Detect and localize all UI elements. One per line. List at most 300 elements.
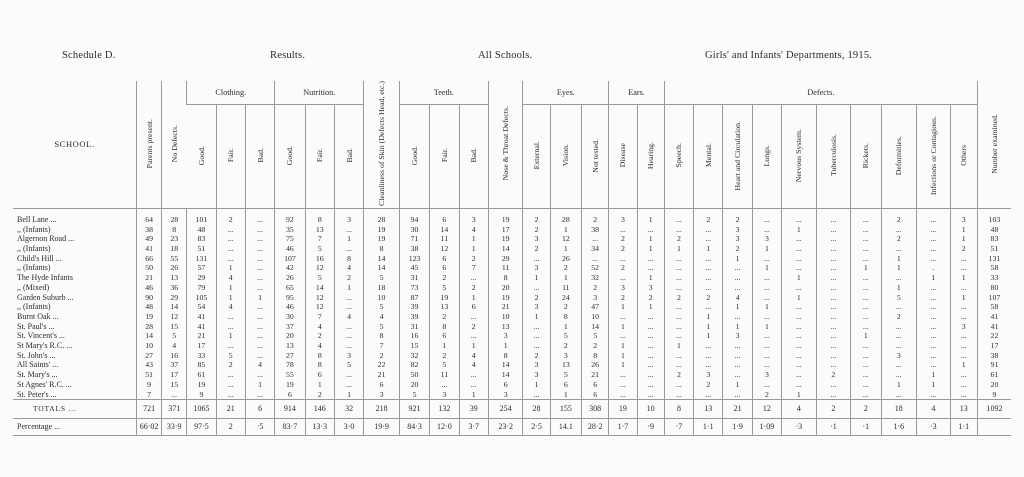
table-cell: 1 xyxy=(245,380,274,390)
table-cell: 1 xyxy=(723,302,752,312)
table-cell: 8 xyxy=(162,225,187,235)
table-cell: 38 xyxy=(582,225,609,235)
table-cell: 2 xyxy=(609,263,637,273)
table-cell: ... xyxy=(637,390,664,400)
table-cell: ... xyxy=(523,254,550,264)
table-cell: 97·5 xyxy=(187,419,216,436)
table-cell: 32 xyxy=(399,351,429,361)
row-label: St. Mary's ... xyxy=(17,370,58,380)
col-infections: Infections or Contagious. xyxy=(917,104,951,208)
table-row xyxy=(13,254,1011,264)
table-cell: 11 xyxy=(488,263,523,273)
table-cell: 2 xyxy=(550,302,581,312)
table-cell: 3 xyxy=(752,370,781,380)
table-cell: ... xyxy=(917,293,951,303)
table-cell: ... xyxy=(950,263,977,273)
table-cell: 1 xyxy=(694,312,723,322)
table-cell: 31 xyxy=(399,273,429,283)
table-cell: 83 xyxy=(977,234,1011,244)
table-cell: ... xyxy=(816,244,851,254)
table-cell: ... xyxy=(816,263,851,273)
table-cell: ... xyxy=(752,215,781,225)
table-cell: 1 xyxy=(430,341,459,351)
table-cell: ... xyxy=(917,351,951,361)
table-cell: ... xyxy=(216,234,245,244)
table-cell: 146 xyxy=(305,400,334,419)
table-cell: 1 xyxy=(550,225,581,235)
table-cell: 3 xyxy=(334,351,363,361)
table-cell: ... xyxy=(782,322,817,332)
table-cell: ... xyxy=(752,360,781,370)
table-cell: 50 xyxy=(399,370,429,380)
table-cell: ... xyxy=(523,331,550,341)
table-cell: ... xyxy=(609,390,637,400)
table-cell: ... xyxy=(917,312,951,322)
table-cell: 1 xyxy=(752,302,781,312)
table-cell: ... xyxy=(334,331,363,341)
table-cell: 4 xyxy=(245,360,274,370)
group-clothing: Clothing. xyxy=(187,81,275,104)
table-cell: 2 xyxy=(305,390,334,400)
group-defects: Defects. xyxy=(664,81,977,104)
table-cell: 94 xyxy=(399,215,429,225)
table-cell: 2 xyxy=(609,293,637,303)
table-cell: 1 xyxy=(950,234,977,244)
table-cell: ... xyxy=(782,312,817,322)
table-cell: 17 xyxy=(977,341,1011,351)
table-cell: 2 xyxy=(816,400,851,419)
table-cell: 1 xyxy=(609,360,637,370)
table-cell: 83·7 xyxy=(275,419,305,436)
table-cell: ... xyxy=(917,331,951,341)
table-cell: 14 xyxy=(582,322,609,332)
table-cell: ... xyxy=(609,273,637,283)
table-cell: 5 xyxy=(364,322,400,332)
table-cell: ... xyxy=(459,331,488,341)
table-cell: 48 xyxy=(137,302,162,312)
table-cell: 1 xyxy=(550,244,581,254)
table-cell: ... xyxy=(851,360,881,370)
table-cell: 1 xyxy=(694,244,723,254)
table-cell: ... xyxy=(245,263,274,273)
table-cell: ... xyxy=(851,293,881,303)
table-cell: 218 xyxy=(364,400,400,419)
table-cell: ... xyxy=(782,244,817,254)
table-cell: 2 xyxy=(664,234,693,244)
table-cell: 2 xyxy=(523,244,550,254)
table-cell: 75 xyxy=(275,234,305,244)
table-cell: ... xyxy=(782,360,817,370)
table-cell: 41 xyxy=(137,244,162,254)
row-label: Percentage ... xyxy=(13,419,137,436)
row-label: St. Paul's ... xyxy=(17,321,55,331)
table-cell: 1 xyxy=(609,351,637,361)
table-cell: 54 xyxy=(187,302,216,312)
table-cell: ... xyxy=(664,322,693,332)
table-cell: 5 xyxy=(550,331,581,341)
table-cell: ... xyxy=(216,380,245,390)
table-cell: ... xyxy=(816,254,851,264)
table-cell: ... xyxy=(881,302,917,312)
table-cell: 10 xyxy=(488,312,523,322)
table-cell: 1 xyxy=(752,322,781,332)
table-cell: 2 xyxy=(459,283,488,293)
table-cell: 1 xyxy=(752,244,781,254)
table-cell: 1 xyxy=(245,293,274,303)
table-cell: 6 xyxy=(430,331,459,341)
table-cell: 13 xyxy=(275,341,305,351)
col-number-examined: Number examined. xyxy=(977,81,1011,208)
table-cell: 2 xyxy=(582,215,609,225)
table-cell: 4 xyxy=(305,341,334,351)
table-cell: 29 xyxy=(162,293,187,303)
table-cell: ... xyxy=(637,331,664,341)
table-cell: ... xyxy=(881,331,917,341)
table-cell: 51 xyxy=(137,370,162,380)
table-cell: 13 xyxy=(305,225,334,235)
table-cell: ... xyxy=(851,225,881,235)
group-teeth: Teeth. xyxy=(399,81,488,104)
table-cell: 1·7 xyxy=(609,419,637,436)
table-cell: 2 xyxy=(881,215,917,225)
table-cell: ... xyxy=(637,312,664,322)
table-cell: 51 xyxy=(977,244,1011,254)
table-cell: 13 xyxy=(694,400,723,419)
table-cell: 1 xyxy=(917,380,951,390)
row-label: The Hyde Infants xyxy=(17,273,73,283)
table-cell: ... xyxy=(637,263,664,273)
table-cell: ... xyxy=(664,254,693,264)
table-cell: ... xyxy=(245,273,274,283)
col-ears-hearing: Hearing. xyxy=(637,104,664,208)
table-cell: 27 xyxy=(137,351,162,361)
table-cell: ... xyxy=(694,254,723,264)
table-cell: ... xyxy=(816,215,851,225)
table-cell: 29 xyxy=(488,254,523,264)
table-cell: 6 xyxy=(430,263,459,273)
table-cell: 82 xyxy=(399,360,429,370)
table-cell: ... xyxy=(245,215,274,225)
table-cell: 19·9 xyxy=(364,419,400,436)
table-cell: 2 xyxy=(694,215,723,225)
table-cell: 22 xyxy=(364,360,400,370)
table-cell: 3 xyxy=(488,390,523,400)
table-cell: 1 xyxy=(723,322,752,332)
table-cell: ... xyxy=(782,370,817,380)
table-cell: 12 xyxy=(162,312,187,322)
table-cell: ... xyxy=(851,322,881,332)
table-cell: 2 xyxy=(430,351,459,361)
table-cell: 7 xyxy=(364,341,400,351)
table-cell: 41 xyxy=(977,312,1011,322)
col-eyes-not-tested: Not tested. xyxy=(582,104,609,208)
table-cell: ... xyxy=(881,225,917,235)
table-cell: 1 xyxy=(664,341,693,351)
table-cell: 103 xyxy=(977,215,1011,225)
table-cell: ... xyxy=(664,380,693,390)
table-cell: 5 xyxy=(550,370,581,380)
table-cell: ... xyxy=(637,254,664,264)
table-cell: 3 xyxy=(523,302,550,312)
table-cell: 84·3 xyxy=(399,419,429,436)
table-cell: 371 xyxy=(162,400,187,419)
table-cell: 79 xyxy=(187,283,216,293)
table-cell: ... xyxy=(459,380,488,390)
table-cell: ... xyxy=(881,390,917,400)
col-ears-disease: Disease xyxy=(609,104,637,208)
row-label: St. Peter's ... xyxy=(17,389,57,399)
table-cell: 1 xyxy=(694,331,723,341)
table-cell: 21 xyxy=(216,400,245,419)
table-cell: ... xyxy=(782,331,817,341)
table-cell: 2 xyxy=(334,273,363,283)
table-cell: 27 xyxy=(275,351,305,361)
departments-label: Girls' and Infants' Departments, 1915. xyxy=(705,50,873,61)
table-cell: 8 xyxy=(664,400,693,419)
table-cell: ... xyxy=(782,234,817,244)
table-cell: ... xyxy=(723,390,752,400)
table-cell: 38 xyxy=(137,225,162,235)
table-cell: 15 xyxy=(399,341,429,351)
row-label: ,, (Infants) xyxy=(17,263,51,273)
table-cell: ... xyxy=(245,283,274,293)
table-cell: 3·0 xyxy=(334,419,363,436)
table-cell: ... xyxy=(782,283,817,293)
table-cell: 4 xyxy=(305,322,334,332)
table-cell: 8 xyxy=(488,351,523,361)
table-cell: 15 xyxy=(162,322,187,332)
table-cell: ... xyxy=(664,351,693,361)
table-cell: 51 xyxy=(187,244,216,254)
table-cell: 2 xyxy=(582,283,609,293)
results-label: Results. xyxy=(270,50,306,61)
table-cell: ... xyxy=(723,351,752,361)
table-cell: 17 xyxy=(488,225,523,235)
table-cell: 3 xyxy=(609,283,637,293)
table-cell: 2 xyxy=(523,351,550,361)
table-cell: ... xyxy=(637,360,664,370)
table-cell: ... xyxy=(723,360,752,370)
table-cell: 15 xyxy=(162,380,187,390)
table-cell: 4 xyxy=(216,273,245,283)
table-row xyxy=(13,370,1011,380)
table-row xyxy=(13,390,1011,400)
table-cell: 3 xyxy=(609,215,637,225)
table-cell: 2 xyxy=(582,341,609,351)
table-cell: ... xyxy=(216,390,245,400)
table-cell: ... xyxy=(664,302,693,312)
table-cell: ... xyxy=(664,263,693,273)
table-cell: ... xyxy=(816,351,851,361)
table-cell: ... xyxy=(245,302,274,312)
table-cell: 4 xyxy=(334,312,363,322)
table-cell: 32 xyxy=(334,400,363,419)
table-cell: 1 xyxy=(851,331,881,341)
table-cell: 23·2 xyxy=(488,419,523,436)
table-cell: 5 xyxy=(334,360,363,370)
table-cell: 9 xyxy=(977,390,1011,400)
table-cell: ... xyxy=(917,302,951,312)
table-cell: 28 xyxy=(137,322,162,332)
table-cell: ... xyxy=(816,302,851,312)
table-cell: ... xyxy=(881,341,917,351)
table-cell: ... xyxy=(245,225,274,235)
table-cell: ... xyxy=(851,254,881,264)
table-cell: 24 xyxy=(550,293,581,303)
col-tuberculosis: Tuberculosis. xyxy=(816,104,851,208)
table-cell: ... xyxy=(459,312,488,322)
table-cell: 8 xyxy=(364,244,400,254)
table-cell: ... xyxy=(609,312,637,322)
table-cell: 13 xyxy=(430,302,459,312)
table-cell: ... xyxy=(245,331,274,341)
table-cell: 6 xyxy=(245,400,274,419)
table-cell: 14 xyxy=(430,225,459,235)
table-cell: ... xyxy=(664,273,693,283)
table-cell: 33·9 xyxy=(162,419,187,436)
col-clothing-good: Good. xyxy=(187,104,216,208)
table-cell: ... xyxy=(851,341,881,351)
col-rickets: Rickets. xyxy=(851,104,881,208)
table-row xyxy=(13,351,1011,361)
table-cell: 3 xyxy=(523,263,550,273)
table-cell: ·9 xyxy=(637,419,664,436)
table-cell: 2 xyxy=(459,254,488,264)
table-cell: ... xyxy=(816,380,851,390)
table-cell: 87 xyxy=(399,293,429,303)
table-cell: ... xyxy=(723,273,752,283)
table-cell: 19 xyxy=(364,234,400,244)
table-cell: ... xyxy=(334,380,363,390)
table-cell: ... xyxy=(216,341,245,351)
table-cell: ... xyxy=(245,341,274,351)
table-cell: 4 xyxy=(723,293,752,303)
table-cell: 7 xyxy=(137,390,162,400)
table-cell: ... xyxy=(851,244,881,254)
table-cell: ... xyxy=(664,312,693,322)
table-cell: 21 xyxy=(723,400,752,419)
table-cell: 1 xyxy=(459,293,488,303)
table-cell: 1 xyxy=(782,273,817,283)
table-cell: 1 xyxy=(637,215,664,225)
table-cell: 6 xyxy=(488,380,523,390)
table-cell: 1 xyxy=(664,244,693,254)
table-cell: 64 xyxy=(137,215,162,225)
table-row xyxy=(13,322,1011,332)
table-cell: 1 xyxy=(550,273,581,283)
table-cell: . xyxy=(917,263,951,273)
table-cell: ... xyxy=(851,312,881,322)
table-cell: 14 xyxy=(488,370,523,380)
table-cell: 30 xyxy=(399,225,429,235)
table-cell: 5 xyxy=(305,273,334,283)
table-cell: 17 xyxy=(162,370,187,380)
row-label: ,, (Infants) xyxy=(17,244,51,254)
table-cell: ... xyxy=(950,380,977,390)
table-cell: ... xyxy=(851,380,881,390)
table-cell: 21 xyxy=(488,302,523,312)
table-cell: ... xyxy=(245,254,274,264)
col-cleanliness: Cleanliness of Skin (Defects Head, etc.) xyxy=(364,81,400,208)
table-cell: 1065 xyxy=(187,400,216,419)
table-cell: ... xyxy=(816,322,851,332)
table-cell: ... xyxy=(782,263,817,273)
table-cell: 10 xyxy=(582,312,609,322)
table-cell: 14 xyxy=(364,263,400,273)
table-cell: ... xyxy=(816,225,851,235)
table-cell: 17 xyxy=(187,341,216,351)
table-cell: ... xyxy=(816,360,851,370)
table-cell: 14 xyxy=(488,360,523,370)
table-cell: 8 xyxy=(430,322,459,332)
row-label: St Mary's R.C. ... xyxy=(17,341,73,351)
table-cell: ... xyxy=(609,331,637,341)
table-cell: ... xyxy=(582,234,609,244)
table-cell: ... xyxy=(245,312,274,322)
table-cell: 1 xyxy=(216,263,245,273)
table-cell: ... xyxy=(782,351,817,361)
table-cell: 2 xyxy=(752,390,781,400)
table-cell: 3 xyxy=(523,360,550,370)
table-cell: ... xyxy=(950,390,977,400)
table-cell: 1 xyxy=(488,341,523,351)
table-cell: 5 xyxy=(162,331,187,341)
table-cell: 39 xyxy=(399,302,429,312)
table-cell: 2 xyxy=(816,370,851,380)
table-cell: ... xyxy=(216,254,245,264)
table-cell: 1 xyxy=(216,283,245,293)
table-cell: ... xyxy=(851,215,881,225)
table-cell: ... xyxy=(752,312,781,322)
table-cell: ... xyxy=(816,273,851,283)
table-cell: ... xyxy=(752,225,781,235)
table-cell: ... xyxy=(245,322,274,332)
table-cell: 2 xyxy=(216,360,245,370)
table-cell: ·3 xyxy=(917,419,951,436)
table-cell: ... xyxy=(851,273,881,283)
table-cell: 19 xyxy=(488,234,523,244)
table-cell: 4 xyxy=(334,263,363,273)
table-cell: ... xyxy=(694,390,723,400)
table-cell: 16 xyxy=(305,254,334,264)
table-cell: ·1 xyxy=(851,419,881,436)
table-cell: ... xyxy=(245,370,274,380)
totals-row xyxy=(13,400,1011,419)
table-cell: 5 xyxy=(305,244,334,254)
col-school: SCHOOL. xyxy=(13,81,137,208)
table-cell: ... xyxy=(950,341,977,351)
table-cell: 12 xyxy=(305,293,334,303)
table-cell: 107 xyxy=(275,254,305,264)
table-cell: 3 xyxy=(582,293,609,303)
table-cell: 2 xyxy=(664,293,693,303)
table-cell: 61 xyxy=(187,370,216,380)
table-cell: 19 xyxy=(609,400,637,419)
table-cell: 66·02 xyxy=(137,419,162,436)
table-cell: 6 xyxy=(305,370,334,380)
table-cell: 1 xyxy=(334,234,363,244)
table-cell: ... xyxy=(851,283,881,293)
table-cell: 12 xyxy=(305,302,334,312)
table-cell xyxy=(977,419,1011,436)
table-cell: 1 xyxy=(459,390,488,400)
table-cell: 4 xyxy=(216,302,245,312)
table-cell: 66 xyxy=(137,254,162,264)
table-cell: 41 xyxy=(977,322,1011,332)
table-cell: 28·2 xyxy=(582,419,609,436)
table-cell: 8 xyxy=(334,254,363,264)
table-cell: 38 xyxy=(977,351,1011,361)
